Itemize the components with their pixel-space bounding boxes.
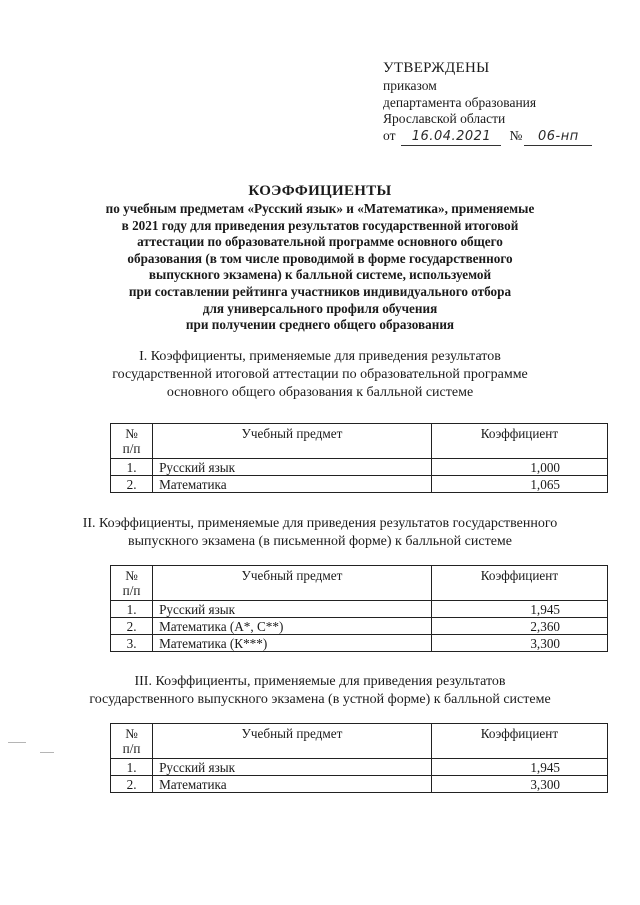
heading-line: для универсального профиля обучения	[202, 300, 438, 316]
subject-column-header: Учебный предмет	[153, 424, 432, 459]
heading-line: при составлении рейтинга участников индивидуального отбора	[128, 283, 512, 299]
row-coefficient: 2,360	[431, 618, 607, 635]
row-coefficient: 1,000	[431, 459, 607, 476]
document-heading	[0, 181, 640, 334]
section-title-line: II. Коэффициенты, применяемые для приведения результатов государственного	[82, 516, 558, 531]
handwritten-number: 06-нп	[524, 129, 592, 147]
approval-date-number-row	[383, 128, 592, 147]
section-3-table	[110, 723, 608, 793]
table-row	[111, 635, 608, 652]
row-coefficient: 3,300	[431, 776, 607, 793]
subject-column-header: Учебный предмет	[153, 724, 432, 759]
row-subject: Русский язык	[153, 459, 432, 476]
approval-title: УТВЕРЖДЕНЫ	[383, 60, 490, 76]
row-number: 3.	[111, 635, 153, 652]
row-number: 1.	[111, 459, 153, 476]
number-label: №	[509, 127, 523, 143]
num-header-pp: п/п	[122, 583, 141, 598]
section-3-title	[0, 673, 640, 709]
section-title-line: выпускного экзамена (в письменной форме) к балльной системе	[128, 534, 512, 549]
num-header-symbol: №	[125, 426, 138, 441]
heading-line: при получении среднего общего образования	[185, 317, 455, 333]
heading-line: образования (в том числе проводимой в форме государственного	[127, 250, 513, 266]
table-row	[111, 601, 608, 618]
num-header-pp: п/п	[122, 441, 141, 456]
row-coefficient: 1,065	[431, 476, 607, 493]
num-column-header	[111, 724, 153, 759]
approval-block	[383, 58, 592, 146]
num-column-header	[111, 566, 153, 601]
row-subject: Русский язык	[153, 759, 432, 776]
heading-line: по учебным предметам «Русский язык» и «Математика», применяемые	[105, 201, 535, 216]
table-row	[111, 776, 608, 793]
approval-line-department: департамента образования	[383, 94, 537, 110]
handwritten-date: 16.04.2021	[401, 129, 501, 147]
num-header-pp: п/п	[122, 741, 141, 756]
row-subject: Математика (А*, С**)	[153, 618, 432, 635]
table-row	[111, 476, 608, 493]
coefficient-column-header: Коэффициент	[431, 724, 607, 759]
heading-line: выпускного экзамена) к балльной системе, используемой	[148, 267, 492, 283]
section-title-line: основного общего образования к балльной системе	[166, 385, 474, 400]
subject-column-header: Учебный предмет	[153, 566, 432, 601]
row-number: 1.	[111, 759, 153, 776]
row-number: 1.	[111, 601, 153, 618]
approval-line-region: Ярославской области	[383, 111, 506, 126]
heading-line: аттестации по образовательной программе основного общего	[137, 234, 503, 250]
row-coefficient: 1,945	[431, 601, 607, 618]
scan-mark	[8, 742, 26, 743]
table-header-row	[111, 566, 608, 601]
row-number: 2.	[111, 476, 153, 493]
section-title-line: III. Коэффициенты, применяемые для приведения результатов	[134, 674, 506, 689]
row-subject: Математика	[153, 476, 432, 493]
row-coefficient: 1,945	[431, 759, 607, 776]
table-row	[111, 618, 608, 635]
approval-line-order: приказом	[383, 78, 437, 93]
section-title-line: государственного выпускного экзамена (в устной форме) к балльной системе	[89, 692, 551, 707]
coefficient-column-header: Коэффициент	[431, 424, 607, 459]
num-header-symbol: №	[125, 568, 138, 583]
section-title-line: государственной итоговой аттестации по образовательной программе	[112, 367, 528, 382]
table-header-row	[111, 724, 608, 759]
section-title-line: I. Коэффициенты, применяемые для приведения результатов	[139, 349, 501, 364]
coefficient-column-header: Коэффициент	[431, 566, 607, 601]
heading-line: в 2021 году для приведения результатов государственной итоговой	[121, 217, 519, 233]
table-row	[111, 459, 608, 476]
row-subject: Русский язык	[153, 601, 432, 618]
table-header-row	[111, 424, 608, 459]
num-header-symbol: №	[125, 726, 138, 741]
row-subject: Математика	[153, 776, 432, 793]
section-2-table	[110, 565, 608, 652]
num-column-header	[111, 424, 153, 459]
document-title: КОЭФФИЦИЕНТЫ	[248, 183, 392, 199]
row-subject: Математика (К***)	[153, 635, 432, 652]
row-number: 2.	[111, 618, 153, 635]
section-2-title	[0, 515, 640, 551]
from-label: от	[383, 127, 396, 143]
section-1-title	[0, 348, 640, 402]
scan-mark	[40, 752, 54, 753]
table-row	[111, 759, 608, 776]
row-coefficient: 3,300	[431, 635, 607, 652]
row-number: 2.	[111, 776, 153, 793]
section-1-table	[110, 423, 608, 493]
